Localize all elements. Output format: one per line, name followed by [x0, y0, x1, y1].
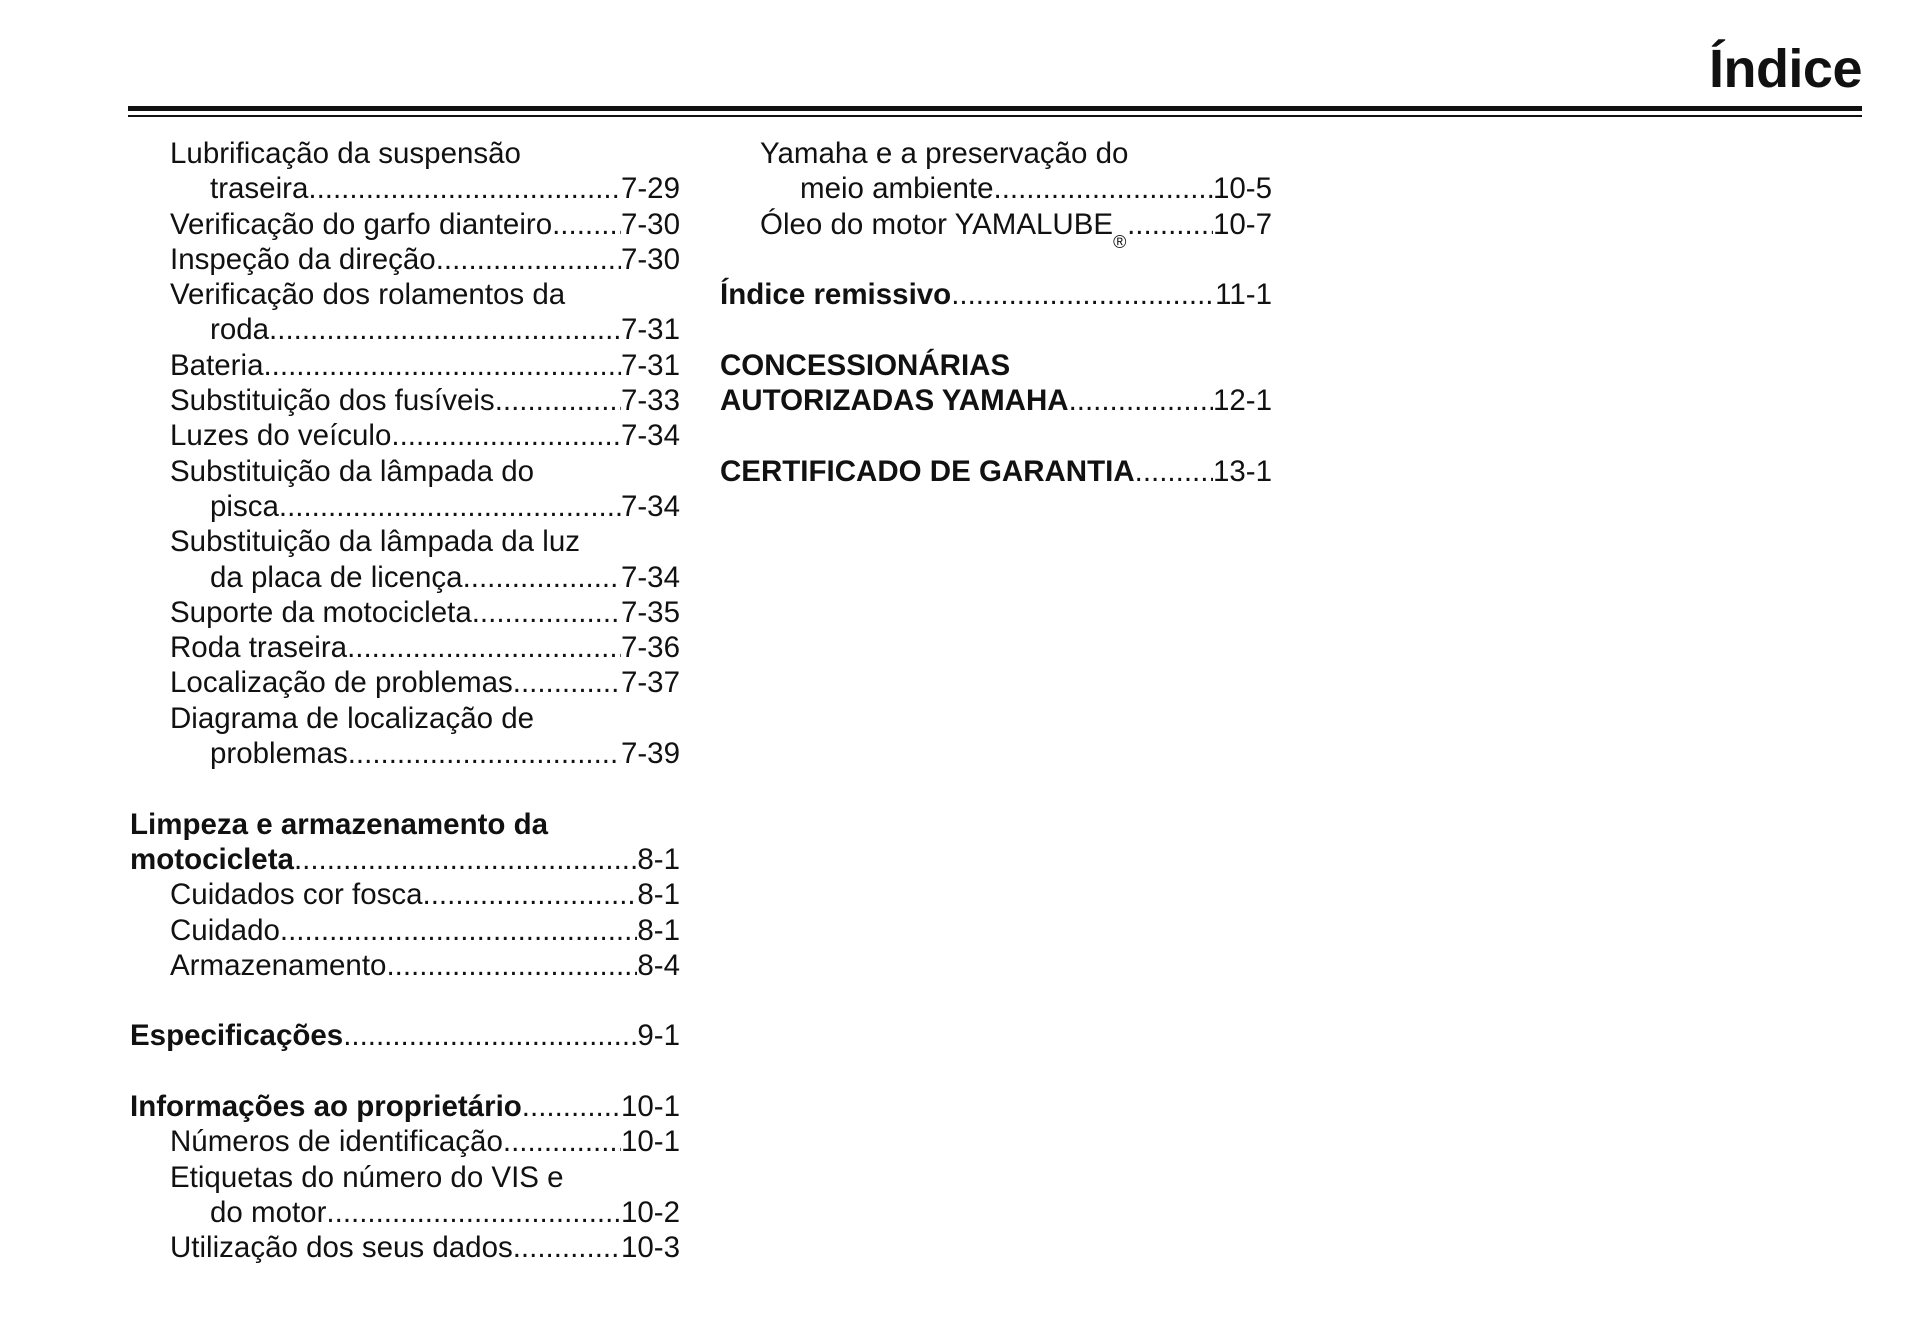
- toc-page-number: 7-39: [620, 737, 680, 771]
- toc-entry[interactable]: [130, 242, 680, 277]
- toc-entry[interactable]: [130, 1230, 680, 1265]
- dot-leader: [513, 665, 621, 700]
- toc-page-number: 7-33: [620, 384, 680, 418]
- toc-entry[interactable]: Óleo do motor YAMALUBE ® ..... 10-7: [720, 207, 1272, 242]
- toc-page-number: 7-34: [620, 419, 680, 453]
- toc-entry-title: AUTORIZADAS YAMAHA: [720, 384, 1069, 418]
- toc-entry: [130, 454, 680, 489]
- toc-entry-title: Óleo do motor YAMALUBE: [760, 207, 1114, 241]
- toc-entry[interactable]: [130, 383, 680, 418]
- toc-entry-title: Localização de problemas: [170, 666, 513, 700]
- toc-entry[interactable]: [130, 207, 680, 242]
- toc-entry[interactable]: [130, 418, 680, 453]
- toc-entry-title: Cuidado: [170, 913, 280, 947]
- toc-entry: [130, 524, 680, 559]
- dot-leader: [308, 171, 621, 206]
- toc-entry: [130, 701, 680, 736]
- dot-leader: [391, 418, 621, 453]
- toc-page-number: 11-1: [1215, 278, 1272, 312]
- dot-leader: [513, 1230, 621, 1265]
- toc-entry-title: motocicleta: [130, 842, 294, 876]
- toc-entry[interactable]: [130, 348, 680, 383]
- toc-entry[interactable]: [130, 736, 680, 771]
- toc-entry-title: Luzes do veículo: [170, 419, 392, 453]
- toc-page-number: 7-34: [620, 560, 680, 594]
- toc-page-number: 10-1: [620, 1125, 680, 1159]
- dot-leader: [263, 348, 620, 383]
- toc-entry-title: Bateria: [170, 348, 264, 382]
- toc-entry-title: meio ambiente: [800, 172, 994, 206]
- dot-leader: [1135, 454, 1213, 489]
- dot-leader: [294, 842, 637, 877]
- toc-section-entry[interactable]: [130, 1089, 680, 1124]
- toc-entry-title: Armazenamento: [170, 948, 387, 982]
- toc-entry-title: da placa de licença: [210, 560, 463, 594]
- toc-entry-title: Cuidados cor fosca: [170, 878, 423, 912]
- dot-leader: [280, 913, 637, 948]
- toc-entry[interactable]: [130, 948, 680, 983]
- toc-page-number: 9-1: [637, 1019, 680, 1053]
- toc-column-left: [130, 136, 680, 1266]
- toc-section-entry: [720, 348, 1272, 383]
- toc-section-entry[interactable]: [720, 454, 1272, 489]
- toc-entry-title: Suporte da motocicleta: [170, 595, 472, 629]
- toc-page-number: 7-30: [620, 242, 680, 276]
- section-gap: [720, 312, 1272, 347]
- dot-leader: [472, 595, 621, 630]
- toc-entry[interactable]: [130, 1195, 680, 1230]
- dot-leader: [503, 1124, 621, 1159]
- toc-entry: [130, 277, 680, 312]
- section-gap: [130, 1054, 680, 1089]
- dot-leader: [552, 207, 621, 242]
- dot-leader: [522, 1089, 621, 1124]
- toc-section-entry[interactable]: [720, 383, 1272, 418]
- dot-leader: [994, 171, 1213, 206]
- toc-entry-title: traseira: [210, 172, 309, 206]
- toc-page-number: 7-36: [620, 631, 680, 665]
- dot-leader: [463, 560, 621, 595]
- section-gap: [130, 983, 680, 1018]
- toc-page-number: 8-4: [637, 948, 680, 982]
- toc-page-number: 7-31: [620, 348, 680, 382]
- toc-entry-title: problemas: [210, 737, 348, 771]
- dot-leader: [347, 630, 621, 665]
- toc-entry[interactable]: [130, 1124, 680, 1159]
- page-title: Índice: [1708, 39, 1862, 99]
- toc-page-number: 10-5: [1212, 172, 1272, 206]
- toc-entry-title: CERTIFICADO DE GARANTIA: [720, 454, 1135, 488]
- dot-leader: [495, 383, 621, 418]
- toc-entry[interactable]: [130, 630, 680, 665]
- toc-page-number: 8-1: [637, 913, 680, 947]
- toc-entry[interactable]: [130, 913, 680, 948]
- toc-entry[interactable]: [130, 665, 680, 700]
- toc-entry-title: roda: [210, 313, 270, 347]
- toc-page-number: 10-7: [1212, 207, 1272, 241]
- toc-entry-title: Yamaha e a preservação do: [760, 137, 1129, 170]
- dot-leader: [326, 1195, 621, 1230]
- toc-entry-title: Etiquetas do número do VIS e: [170, 1160, 564, 1194]
- toc-page-number: 10-3: [620, 1231, 680, 1265]
- toc-entry[interactable]: [130, 595, 680, 630]
- toc-section-entry[interactable]: [720, 277, 1272, 312]
- section-gap: [720, 418, 1272, 453]
- toc-entry-title: Utilização dos seus dados: [170, 1231, 513, 1265]
- dot-leader: [343, 1018, 637, 1053]
- toc-entry[interactable]: [130, 877, 680, 912]
- toc-entry-title: Roda traseira: [170, 631, 348, 665]
- dot-leader: [269, 312, 621, 347]
- dot-leader: [1069, 383, 1213, 418]
- toc-page-number: 10-1: [620, 1090, 680, 1124]
- toc-entry-title: Especificações: [130, 1019, 344, 1053]
- toc-entry-title: Substituição da lâmpada do: [170, 454, 535, 488]
- dot-leader: [1127, 207, 1213, 242]
- section-gap: [720, 242, 1272, 277]
- toc-entry-title: do motor: [210, 1195, 327, 1229]
- toc-entry-title: Substituição dos fusíveis: [170, 384, 495, 418]
- toc-entry-title: Limpeza e armazenamento da: [130, 807, 549, 841]
- toc-page-number: 7-31: [620, 313, 680, 347]
- dot-leader: [386, 948, 637, 983]
- toc-entry: [130, 1160, 680, 1195]
- toc-entry-title: Diagrama de localização de: [170, 701, 535, 735]
- toc-entry-title: Lubrificação da suspensão: [170, 137, 521, 170]
- toc-entry: [720, 136, 1272, 171]
- dot-leader: [279, 489, 621, 524]
- toc-entry-title: Inspeção da direção: [170, 242, 436, 276]
- section-gap: [130, 771, 680, 806]
- toc-entry-title: Verificação do garfo dianteiro: [170, 207, 553, 241]
- toc-entry-title: Verificação dos rolamentos da: [170, 278, 566, 312]
- toc-section-entry[interactable]: [130, 1018, 680, 1053]
- toc-column-right: [720, 136, 1272, 489]
- header-rule-thin: [128, 115, 1862, 117]
- toc-entry: [130, 136, 680, 171]
- header-rule-thick: [128, 106, 1862, 111]
- toc-entry[interactable]: [130, 560, 680, 595]
- toc-entry-title: Números de identificação: [170, 1125, 503, 1159]
- toc-page-number: 7-35: [620, 595, 680, 629]
- toc-page-number: 7-34: [620, 489, 680, 523]
- toc-page-number: 13-1: [1212, 454, 1272, 488]
- toc-page-number: 8-1: [637, 878, 680, 912]
- toc-page-number: 7-30: [620, 207, 680, 241]
- dot-leader: [436, 242, 621, 277]
- toc-entry-title: CONCESSIONÁRIAS: [720, 348, 1011, 382]
- dot-leader: [951, 277, 1215, 312]
- toc-entry[interactable]: [720, 171, 1272, 206]
- toc-page-number: 7-37: [620, 666, 680, 700]
- toc-entry[interactable]: [130, 489, 680, 524]
- toc-entry[interactable]: [130, 312, 680, 347]
- toc-page-number: 8-1: [637, 842, 680, 876]
- toc-entry[interactable]: [130, 171, 680, 206]
- toc-entry-title: Índice remissivo: [720, 278, 952, 312]
- toc-page-number: 7-29: [620, 172, 680, 206]
- toc-page-number: 12-1: [1212, 384, 1272, 418]
- toc-entry-title: Informações ao proprietário: [130, 1090, 522, 1124]
- dot-leader: [348, 736, 621, 771]
- dot-leader: [423, 877, 638, 912]
- toc-section-entry: [130, 807, 680, 842]
- toc-entry-title: pisca: [210, 489, 279, 523]
- toc-page-number: 10-2: [620, 1195, 680, 1229]
- toc-entry-title: Substituição da lâmpada da luz: [170, 525, 580, 559]
- toc-section-entry[interactable]: [130, 842, 680, 877]
